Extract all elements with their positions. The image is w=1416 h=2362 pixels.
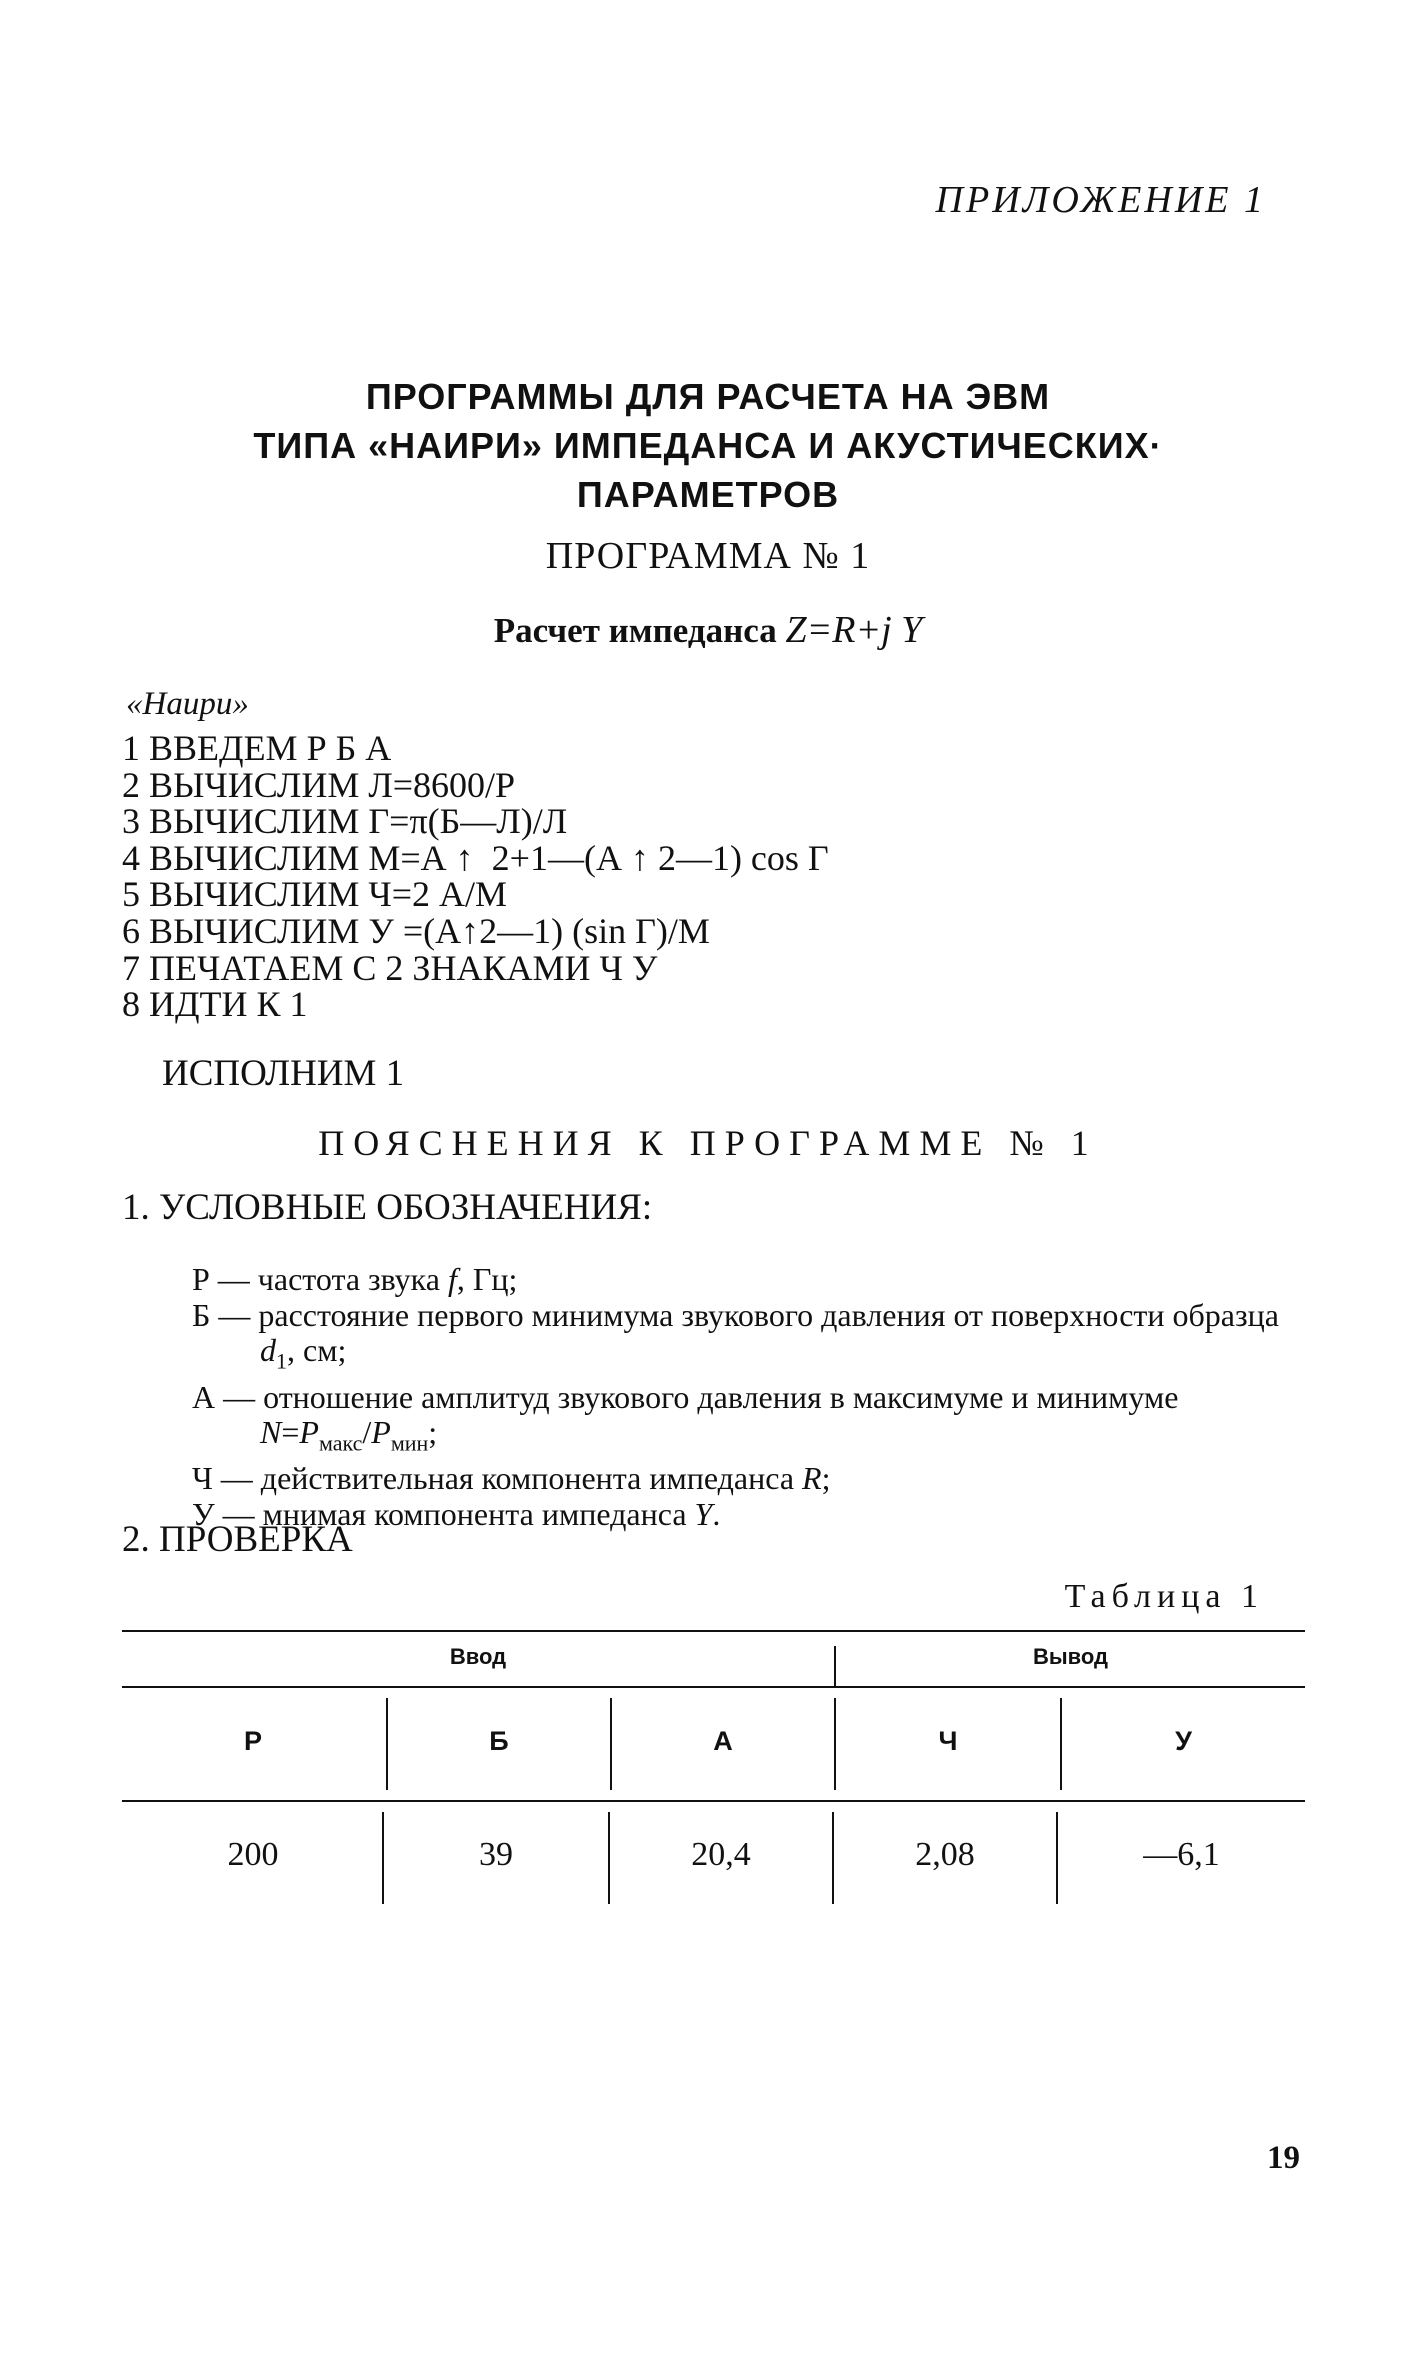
group-header-input: Ввод (449, 1644, 507, 1669)
calc-subtitle (0, 608, 1416, 652)
legend-symbol: P (299, 1414, 319, 1451)
code-line: 1 ВВЕДЕМ Р Б А (122, 728, 392, 768)
legend-text: ; (821, 1460, 831, 1497)
table-rule-group (122, 1686, 1305, 1688)
legend-text: / (362, 1414, 372, 1451)
legend-text: , см; (287, 1332, 347, 1369)
table-rule-header (122, 1800, 1305, 1802)
notes-heading: ПОЯСНЕНИЯ К ПРОГРАММЕ № 1 (318, 1123, 1098, 1163)
table-cell: 200 (227, 1836, 279, 1873)
section-heading-notation: 1. УСЛОВНЫЕ ОБОЗНАЧЕНИЯ: (122, 1187, 653, 1228)
column-header: Ч (938, 1726, 958, 1756)
title-line: ПРОГРАММЫ ДЛЯ РАСЧЕТА НА ЭВМ (365, 376, 1051, 417)
legend-symbol: N (260, 1414, 282, 1451)
legend-subscript: макс (318, 1430, 363, 1456)
notation-legend (192, 1262, 1304, 1533)
column-header: А (713, 1726, 733, 1756)
program-heading: ПРОГРАММА № 1 (545, 535, 871, 577)
legend-text: . (712, 1496, 721, 1532)
legend-item-a (192, 1380, 1304, 1462)
machine-name: «Наири» (126, 686, 249, 722)
legend-symbol: P (371, 1414, 391, 1451)
table-cell: 2,08 (915, 1836, 975, 1873)
legend-item-ch (192, 1461, 1304, 1497)
legend-item-b (192, 1298, 1304, 1380)
table-rule-top (122, 1630, 1305, 1632)
code-listing (122, 730, 829, 1023)
column-header: Б (489, 1726, 509, 1756)
title-line: ПАРАМЕТРОВ (576, 474, 840, 515)
table-cell: 20,4 (691, 1836, 751, 1873)
legend-symbol: f (447, 1261, 457, 1297)
code-line: 2 ВЫЧИСЛИМ Л=8600/Р (122, 764, 516, 805)
table-cell: 39 (479, 1836, 513, 1873)
legend-symbol: R (802, 1460, 822, 1497)
group-header-output: Вывод (1032, 1644, 1109, 1669)
legend-item-p (192, 1262, 1304, 1298)
code-line: 8 ИДТИ К 1 (122, 984, 308, 1025)
code-line: 6 ВЫЧИСЛИМ У =(А↑2—1) (sin Г)/М (122, 910, 710, 951)
legend-item-u (192, 1497, 1304, 1533)
table-cell: —6,1 (1143, 1836, 1220, 1873)
legend-subscript: мин (390, 1430, 429, 1456)
legend-text: Р — частота звука (192, 1261, 448, 1297)
legend-text: Ч — действительная компонента импеданса (192, 1460, 803, 1497)
table-caption: Таблица 1 (1064, 1578, 1264, 1615)
legend-text: Б — расстояние первого минимума звукового давления от поверхности образца (192, 1296, 1279, 1333)
column-header: Р (243, 1726, 262, 1756)
legend-text: А — отношение амплитуд звукового давления в максимуме и минимуме (192, 1378, 1179, 1415)
page-number: 19 (1267, 2140, 1300, 2176)
run-command: ИСПОЛНИМ 1 (162, 1053, 405, 1094)
code-line: 7 ПЕЧАТАЕМ С 2 ЗНАКАМИ Ч У (122, 947, 658, 988)
code-line: 3 ВЫЧИСЛИМ Г=π(Б—Л)/Л (122, 801, 568, 842)
column-header: У (1175, 1726, 1192, 1756)
title-line: ТИПА «НАИРИ» ИМПЕДАНСА И АКУСТИЧЕСКИХ· (253, 425, 1163, 466)
legend-text: = (281, 1414, 300, 1451)
legend-text: ; (428, 1414, 438, 1451)
impedance-formula: Z=R+j Y (785, 609, 923, 651)
check-table (122, 1630, 1305, 1920)
legend-text: , Гц; (456, 1261, 518, 1297)
code-line: 4 ВЫЧИСЛИМ М=А ↑ 2+1—(А ↑ 2—1) cos Г (122, 837, 829, 878)
code-line: 5 ВЫЧИСЛИМ Ч=2 А/М (122, 874, 508, 915)
appendix-label: ПРИЛОЖЕНИЕ 1 (935, 179, 1266, 221)
legend-symbol: d (260, 1332, 276, 1369)
legend-subscript: 1 (276, 1348, 287, 1374)
document-title (0, 372, 1416, 519)
section-heading-check: 2. ПРОВЕРКА (122, 1519, 353, 1560)
calc-subtitle-text: Расчет импеданса (493, 611, 777, 650)
legend-symbol: Y (694, 1496, 713, 1532)
legend-text: У — мнимая компонента импеданса (192, 1496, 695, 1532)
